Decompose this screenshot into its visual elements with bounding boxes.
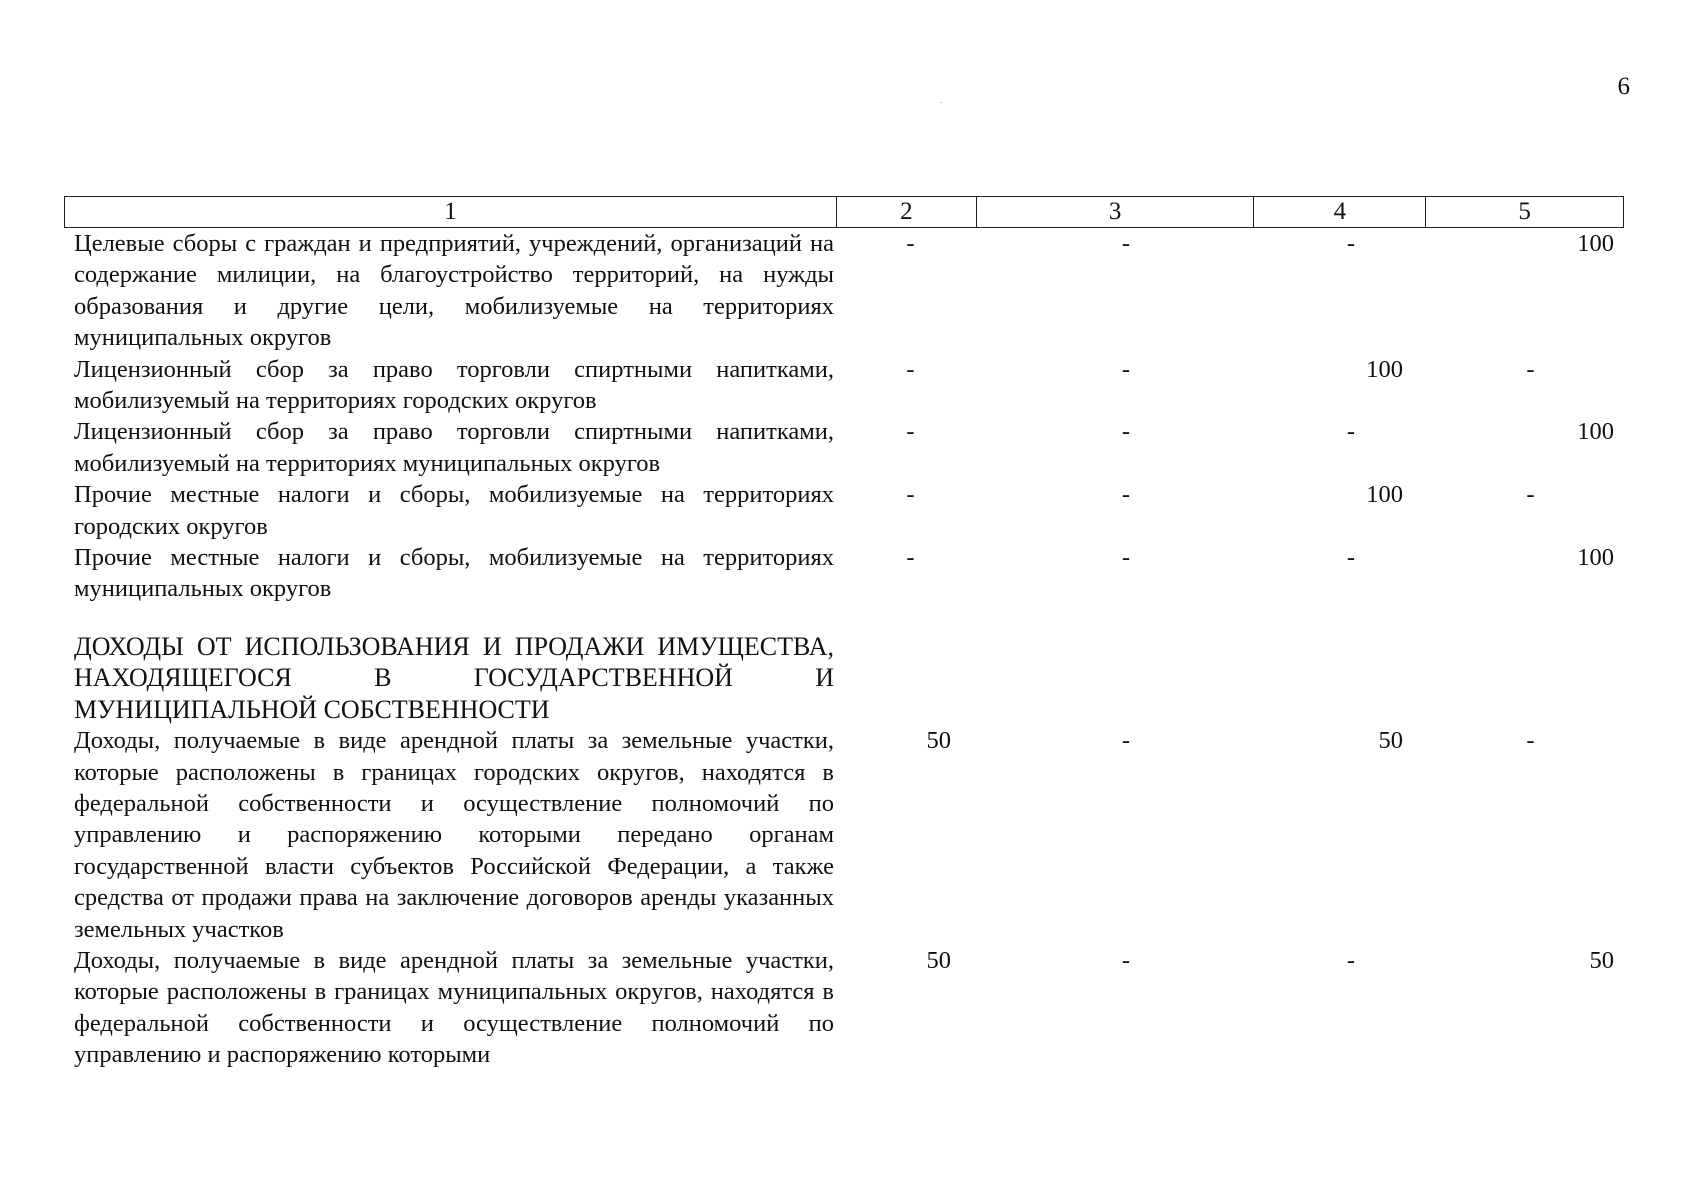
page-number: 6 — [1617, 73, 1630, 100]
cell-col-5: - — [1526, 727, 1535, 755]
cell-col-4: - — [1346, 946, 1356, 974]
row-description: Целевые сборы с граждан и предприятий, учреждений, организаций на содержание милиции, на благоустройство территорий, на нужды образования и другие цели, мобилизуемые на территориях муниципальных округов — [74, 230, 834, 352]
cell-col-5: - — [1526, 355, 1535, 383]
cell-col-4: 100 — [1366, 481, 1403, 509]
table-row — [64, 228, 1624, 354]
budget-distribution-table — [64, 196, 1624, 1071]
cell-col-4: - — [1346, 544, 1356, 572]
cell-col-3: - — [1121, 544, 1131, 572]
cell-col-2: 50 — [926, 727, 951, 755]
table-row — [64, 725, 1624, 945]
cell-col-2: 50 — [926, 946, 951, 974]
cell-col-5: 100 — [1577, 544, 1614, 572]
header-col-4: 4 — [1254, 197, 1426, 227]
header-col-3: 3 — [977, 197, 1255, 227]
header-col-2: 2 — [837, 197, 977, 227]
cell-col-5: 100 — [1577, 230, 1614, 257]
table-row — [64, 479, 1624, 542]
header-col-1: 1 — [65, 197, 837, 227]
cell-col-2: - — [906, 544, 915, 572]
table-row — [64, 416, 1624, 479]
row-description: Лицензионный сбор за право торговли спиртными напитками, мобилизуемый на территориях городских округов — [74, 355, 834, 415]
cell-col-5: 100 — [1577, 418, 1614, 446]
scan-speck — [940, 102, 942, 103]
cell-col-4: 50 — [1378, 727, 1403, 755]
header-col-5: 5 — [1518, 198, 1531, 225]
section-heading: ДОХОДЫ ОТ ИСПОЛЬЗОВАНИЯ И ПРОДАЖИ ИМУЩЕСТВА, НАХОДЯЩЕГОСЯ В ГОСУДАРСТВЕННОЙ И МУНИЦИПАЛЬНОЙ СОБСТВЕННОСТИ — [74, 631, 834, 724]
row-description: Доходы, получаемые в виде арендной платы за земельные участки, которые расположены в границах муниципальных округов, находятся в федеральной собственности и осуществление полномочий по управлению и распоряжению которыми — [74, 946, 834, 1069]
row-description: Прочие местные налоги и сборы, мобилизуемые на территориях городских округов — [74, 481, 834, 540]
cell-col-4: 100 — [1366, 355, 1403, 383]
cell-col-3: - — [1121, 230, 1131, 257]
cell-col-2: - — [906, 230, 915, 257]
table-row — [64, 945, 1624, 1071]
cell-col-5: 50 — [1589, 946, 1614, 974]
row-description: Доходы, получаемые в виде арендной платы за земельные участки, которые расположены в границах городских округов, находятся в федеральной собственности и осуществление полномочий по управлению и распоряжению которыми передано органам государственной власти субъектов Российской Федерации, а также средства от продажи права на заключение договоров аренды указанных земельных участков — [74, 727, 834, 943]
cell-col-4: - — [1346, 230, 1356, 257]
cell-col-3: - — [1121, 946, 1131, 974]
table-row — [64, 354, 1624, 417]
cell-col-3: - — [1121, 727, 1131, 755]
row-description: Лицензионный сбор за право торговли спиртными напитками, мобилизуемый на территориях муниципальных округов — [74, 418, 834, 477]
table-body — [64, 228, 1624, 1071]
row-description: Прочие местные налоги и сборы, мобилизуемые на территориях муниципальных округов — [74, 544, 834, 603]
cell-col-3: - — [1121, 355, 1131, 383]
table-header — [64, 196, 1624, 228]
cell-col-3: - — [1121, 418, 1131, 446]
cell-col-2: - — [906, 481, 915, 509]
cell-col-2: - — [906, 355, 915, 383]
section-spacer — [64, 605, 1624, 631]
cell-col-4: - — [1346, 418, 1356, 446]
cell-col-5: - — [1526, 481, 1535, 509]
cell-col-3: - — [1121, 481, 1131, 509]
table-row — [64, 542, 1624, 605]
cell-col-2: - — [906, 418, 915, 446]
